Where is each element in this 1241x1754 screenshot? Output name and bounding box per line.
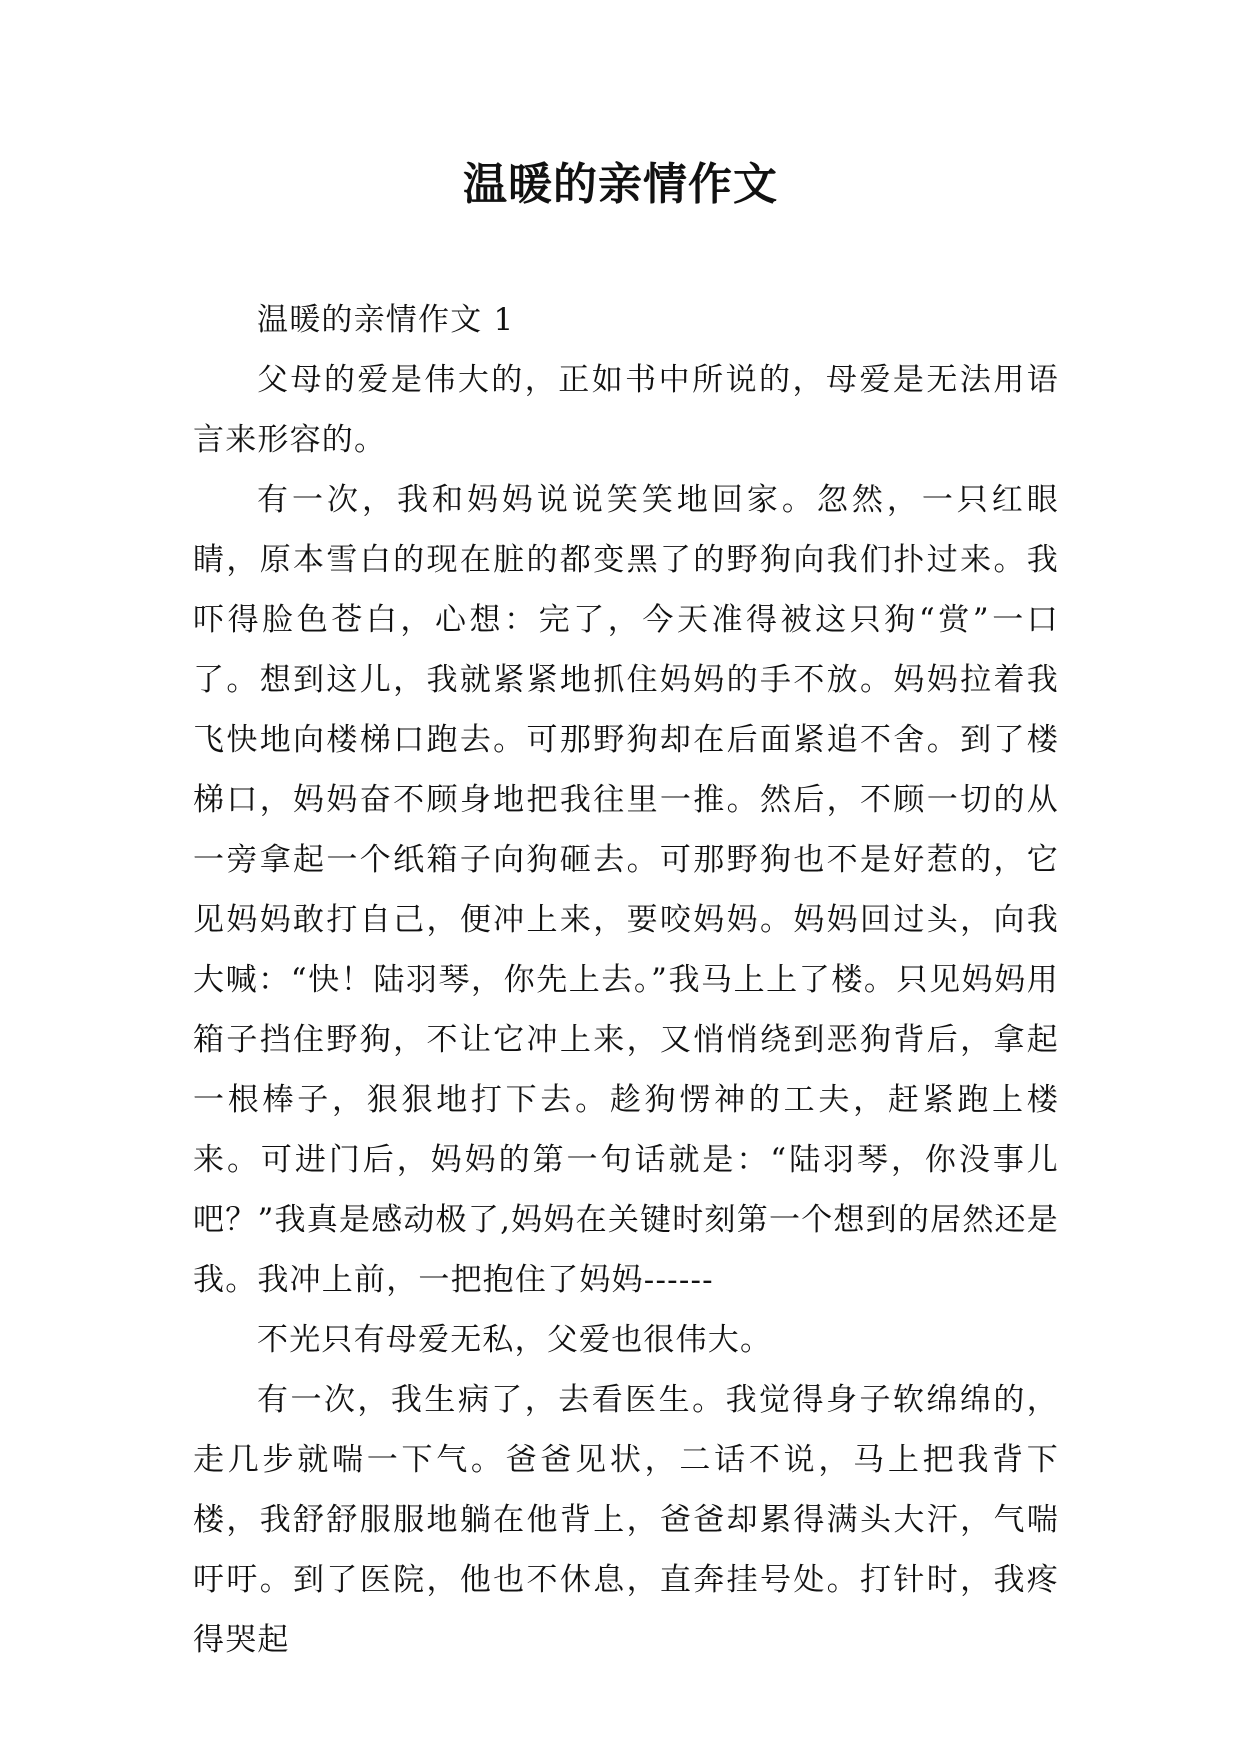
document-body	[193, 290, 1059, 1670]
paragraph: 不光只有母爱无私，父爱也很伟大。	[257, 1322, 773, 1358]
section-heading: 温暖的亲情作文 1	[257, 302, 515, 338]
document-title: 温暖的亲情作文	[463, 159, 778, 210]
paragraph: 有一次，我和妈妈说说笑笑地回家。忽然，一只红眼睛，原本雪白的现在脏的都变黑了的野狗向我们扑过来。我吓得脸色苍白，心想：完了，今天准得被这只狗“赏”一口了。想到这儿，我就紧紧地抓住妈妈的手不放。妈妈拉着我飞快地向楼梯口跑去。可那野狗却在后面紧追不舍。到了楼梯口，妈妈奋不顾身地把我往里一推。然后，不顾一切的从一旁拿起一个纸箱子向狗砸去。可那野狗也不是好惹的，它见妈妈敢打自己，便冲上来，要咬妈妈。妈妈回过头，向我大喊：“快！陆羽琴，你先上去。”我马上上了楼。只见妈妈用箱子挡住野狗，不让它冲上来，又悄悄绕到恶狗背后，拿起一根棒子，狠狠地打下去。趁狗愣神的工夫，赶紧跑上楼来。可进门后，妈妈的第一句话就是：“陆羽琴，你没事儿吧？”我真是感动极了,妈妈在关键时刻第一个想到的居然还是我。我冲上前，一把抱住了妈妈------	[193, 482, 1059, 1298]
paragraph: 有一次，我生病了，去看医生。我觉得身子软绵绵的，走几步就喘一下气。爸爸见状，二话不说，马上把我背下楼，我舒舒服服地躺在他背上，爸爸却累得满头大汗，气喘吁吁。到了医院，他也不休息，直奔挂号处。打针时，我疼得哭起	[193, 1382, 1059, 1658]
paragraph: 父母的爱是伟大的，正如书中所说的，母爱是无法用语言来形容的。	[193, 362, 1059, 458]
